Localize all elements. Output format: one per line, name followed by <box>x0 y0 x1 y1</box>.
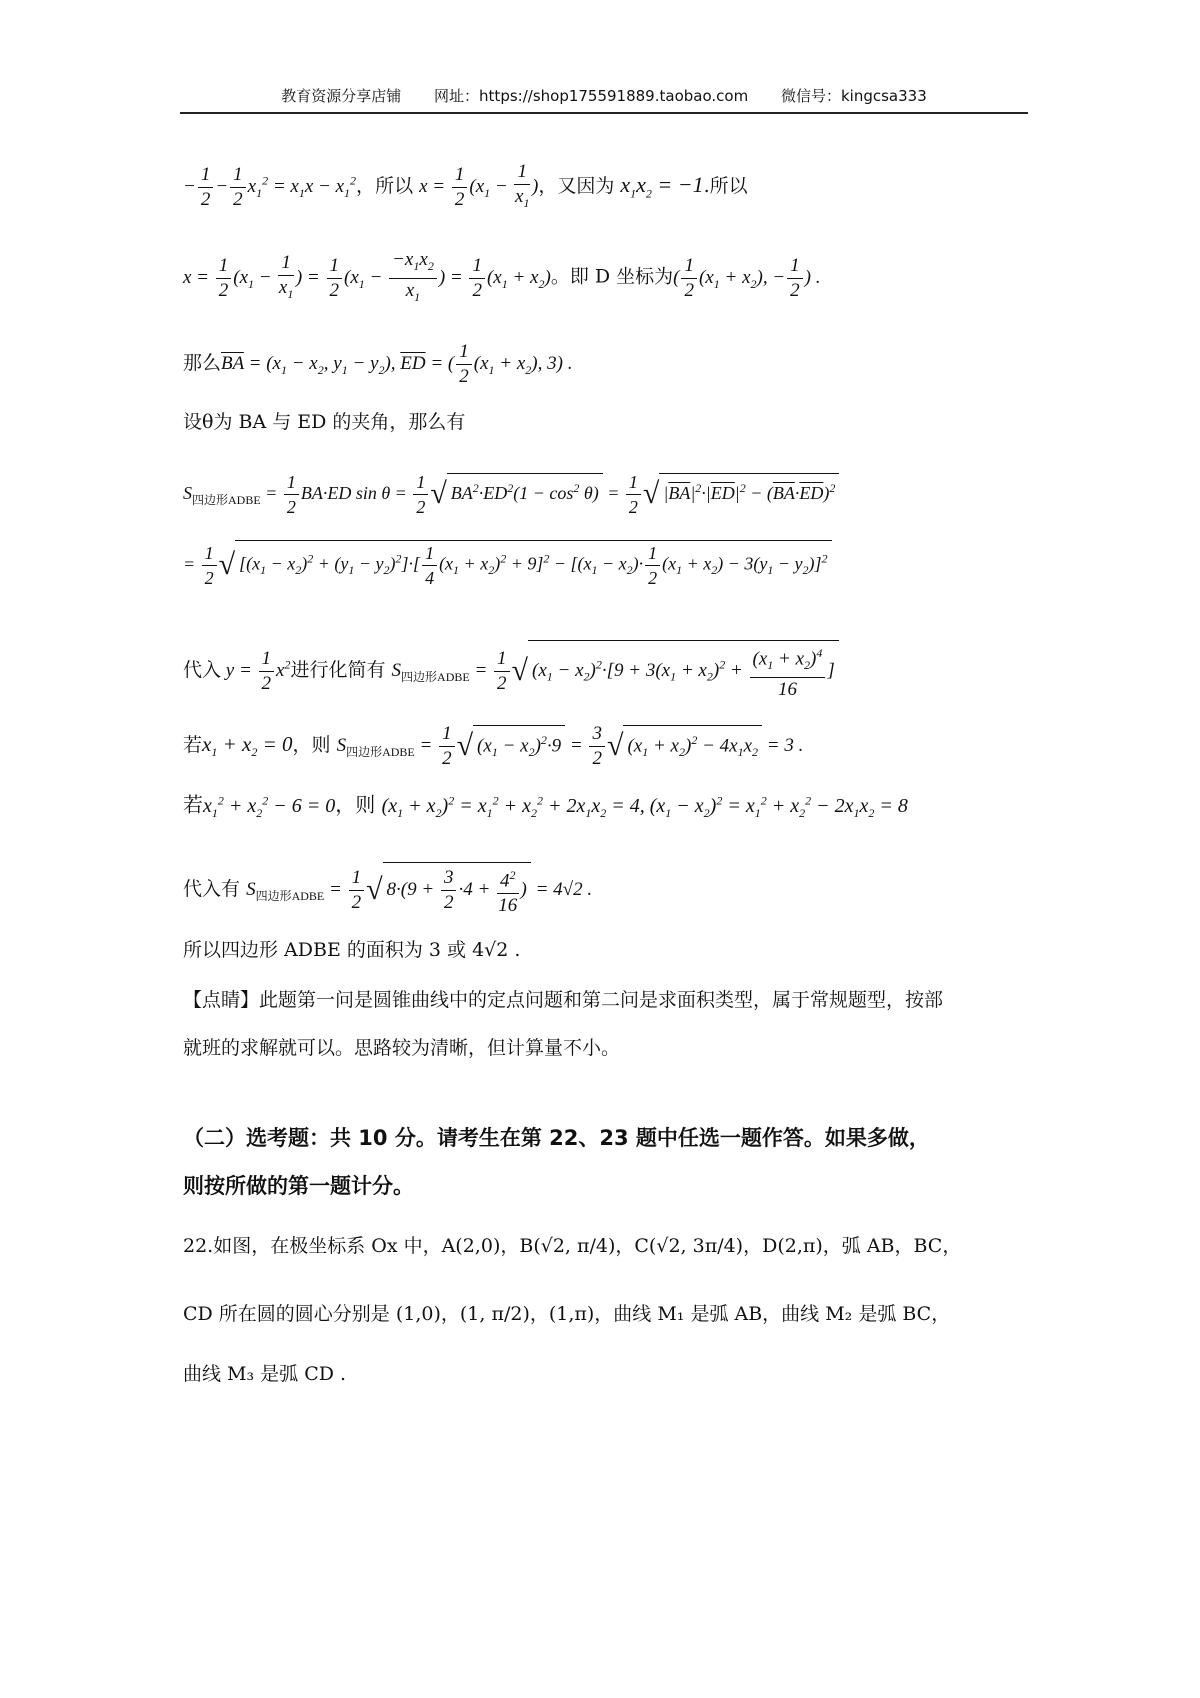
note-line-1: 【点睛】此题第一问是圆锥曲线中的定点问题和第二问是求面积类型，属于常规题型，按部 <box>183 989 944 1011</box>
equation-line-5a: $S_{四边形ADBE}$ = $\frac{1}{2}$ BA·ED sin θ = $\frac{1}{2}$ √ $BA^2\cdot ED^2(1 - \cos^2 \theta)$ = $\frac{1}{2}$ √ $|\overline{BA}|^2\cdot|\overline{ED}|^2 - (\overline{BA}\cdot\overline{ED})^2$ <box>183 470 839 519</box>
question-22-line-1: 22.如图，在极坐标系 Ox 中，A(2,0)，B(√2, π/4)，C(√2, 3π/4)，D(2,π)，弧 AB，BC， <box>183 1235 962 1257</box>
equation-line-8: 若$x_1^2 + x_2^2 - 6 = 0$，则 $(x_1 + x_2)^2 = x_1^2 + x_2^2 + 2x_1x_2 = 4$, $(x_1 - x_2)^2 = x_1^2 + x_2^2 - 2x_1x_2 = 8$ <box>183 792 908 820</box>
page-header <box>180 84 1028 114</box>
section-heading-1: （二）选考题：共 10 分。请考生在第 22、23 题中任选一题作答。如果多做， <box>183 1126 930 1150</box>
equation-line-1: − $\frac{1}{2}$ − $\frac{1}{2}$ $x_1^2 = x_1x - x_1^2$，所以 x = $\frac{1}{2}$ ($x_1$ − $\frac{1}{x_1}$ )，又因为 $x_1x_2 = -1$.所以 <box>183 161 748 210</box>
header-wechat: 微信号：kingcsa333 <box>780 87 927 105</box>
note-line-2: 就班的求解就可以。思路较为清晰，但计算量不小。 <box>183 1037 621 1059</box>
equation-line-5b: = $\frac{1}{2}$ √ $[(x_1 - x_2)^2 + (y_1 - y_2)^2]\cdot$[ $\frac{1}{4}$ $(x_1 + x_2)^2 + 9]^2 - [(x_1 - x_2)\cdot$ $\frac{1}{2}$ $(x_1 + x_2) - 3(y_1 - y_2)]^2$ <box>183 540 832 590</box>
equation-line-7: 若$x_1 + x_2 = 0$，则 $S_{四边形ADBE}$ = $\frac{1}{2}$ √ $(x_1 - x_2)^2\cdot 9$ = $\frac{3}{2}$ √ $(x_1 + x_2)^2 - 4x_1x_2 = 3$ . <box>183 723 804 769</box>
equation-line-4: 设θ为 BA 与 ED 的夹角，那么有 <box>183 411 466 433</box>
equation-line-2: x = $\frac{1}{2}$ ($x_1$ − $\frac{1}{x_1}$ ) = $\frac{1}{2}$ ($x_1$ − $\frac{-x_1x_2}{x_1}$ ) = $\frac{1}{2}$ $(x_1 + x_2)$。即 D 坐标为( $\frac{1}{2}$ $(x_1 + x_2)$, − $\frac{1}{2}$ ) . <box>183 249 821 304</box>
section-heading-2: 则按所做的第一题计分。 <box>183 1174 414 1198</box>
equation-line-6: 代入 y = $\frac{1}{2}$ $x^2$进行化简有 $S_{四边形ADBE}$ = $\frac{1}{2}$ √ $(x_1 - x_2)^2\cdot[9 + 3(x_1 + x_2)^2$ + $\frac{(x_1 + x_2)^4}{16}$ ] <box>183 640 839 702</box>
question-22-line-3: 曲线 M₃ 是弧 CD . <box>183 1363 347 1385</box>
conclusion-line: 所以四边形 ADBE 的面积为 3 或 4√2 . <box>183 939 521 961</box>
equation-line-9: 代入有 $S_{四边形ADBE}$ = $\frac{1}{2}$ √ 8·(9 + $\frac{3}{2}$ ·4 + $\frac{4^2}{16}$ ) = 4√2 . <box>183 862 592 918</box>
question-22-line-2: CD 所在圆的圆心分别是 (1,0)，(1, π/2)，(1,π)，曲线 M₁ 是弧 AB，曲线 M₂ 是弧 BC， <box>183 1303 951 1325</box>
equation-line-3: 那么$\overline{BA} = (x_1 - x_2$, $y_1 - y_2$), $\overline{ED}$ = ( $\frac{1}{2}$ $(x_1 + x_2)$, 3) . <box>183 341 573 387</box>
header-url: 网址：https://shop175591889.taobao.com <box>434 87 749 105</box>
header-shop: 教育资源分享店铺 <box>281 87 402 105</box>
